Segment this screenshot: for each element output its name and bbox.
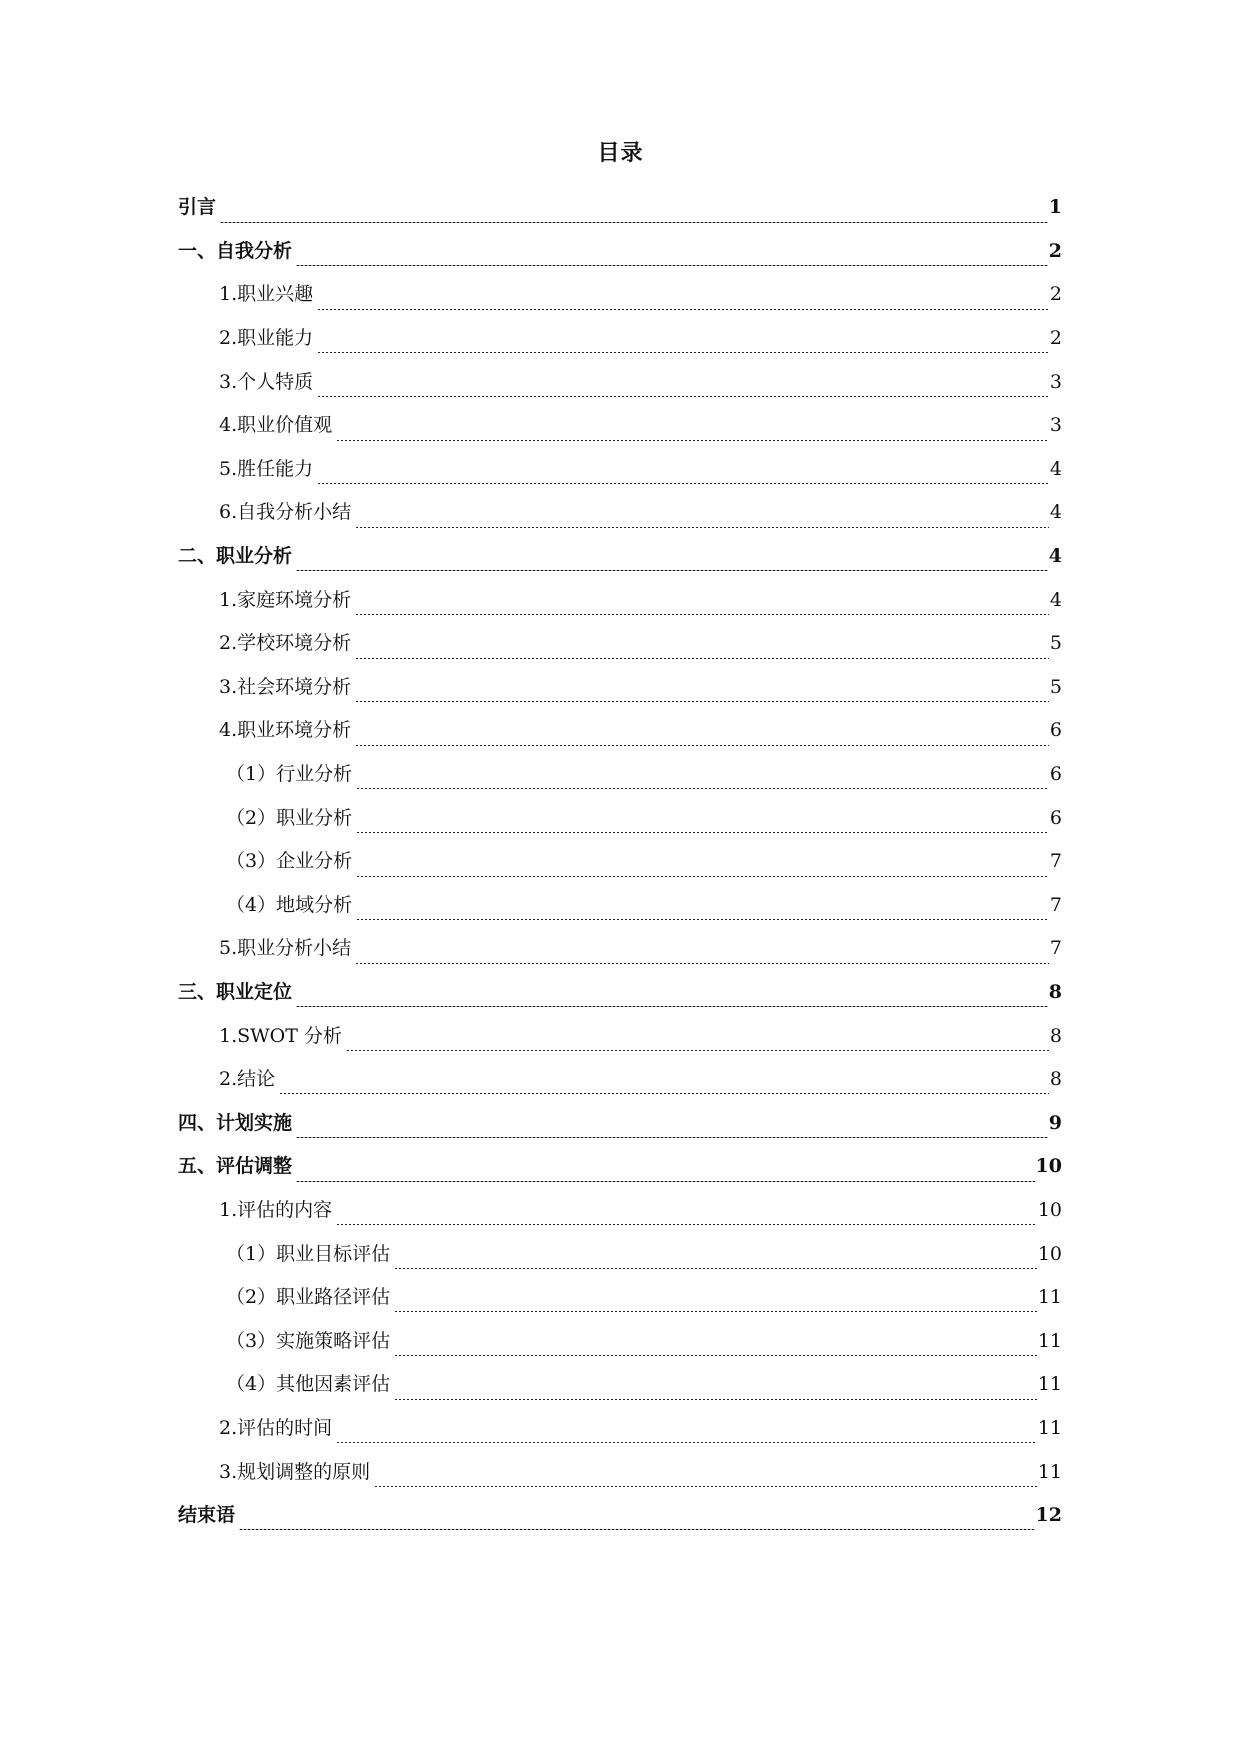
toc-entry-label: （4）地域分析: [226, 893, 353, 916]
toc-entry-label: （2）职业路径评估: [226, 1286, 391, 1309]
dot-leader: [296, 1137, 1048, 1138]
toc-entry[interactable]: [178, 491, 1062, 535]
toc-entry-page-number: 6: [1049, 806, 1062, 829]
toc-entry-page-number: 8: [1049, 1024, 1062, 1047]
toc-entry[interactable]: [178, 360, 1062, 404]
toc-entry[interactable]: [178, 578, 1062, 622]
toc-entry-page-number: 5: [1049, 632, 1062, 655]
toc-entry-label: 1.职业兴趣: [219, 283, 314, 306]
toc-entry[interactable]: [178, 1450, 1062, 1494]
toc-entry[interactable]: [178, 622, 1062, 666]
dot-leader: [296, 265, 1048, 266]
toc-entry-page-number: 8: [1048, 980, 1062, 1003]
toc-entry[interactable]: [178, 840, 1062, 884]
toc-entry[interactable]: [178, 448, 1062, 492]
toc-entry-label: （4）其他因素评估: [226, 1373, 391, 1396]
toc-entry[interactable]: [178, 404, 1062, 448]
dot-leader: [394, 1399, 1037, 1400]
dot-leader: [355, 614, 1049, 615]
dot-leader: [355, 527, 1049, 528]
toc-entry-label: 2.职业能力: [219, 327, 314, 350]
toc-list: [178, 186, 1062, 1537]
toc-entry-label: 2.结论: [219, 1068, 276, 1091]
toc-entry-page-number: 12: [1035, 1504, 1062, 1527]
toc-entry-page-number: 11: [1037, 1373, 1062, 1396]
toc-entry-label: 1.家庭环境分析: [219, 588, 352, 611]
toc-entry-page-number: 4: [1049, 501, 1062, 524]
toc-entry-label: （2）职业分析: [226, 806, 353, 829]
toc-entry[interactable]: [178, 1101, 1062, 1145]
dot-leader: [317, 483, 1049, 484]
dot-leader: [239, 1529, 1035, 1530]
toc-entry-page-number: 10: [1037, 1198, 1062, 1221]
dot-leader: [279, 1093, 1049, 1094]
dot-leader: [317, 352, 1049, 353]
toc-entry[interactable]: [178, 884, 1062, 928]
toc-entry-page-number: 10: [1035, 1155, 1062, 1178]
toc-entry-label: （1）行业分析: [226, 763, 353, 786]
dot-leader: [220, 222, 1048, 223]
toc-entry[interactable]: [178, 753, 1062, 797]
toc-entry-page-number: 9: [1048, 1111, 1062, 1134]
toc-entry-page-number: 3: [1049, 414, 1062, 437]
dot-leader: [296, 570, 1048, 571]
toc-entry-label: 3.社会环境分析: [219, 675, 352, 698]
dot-leader: [356, 919, 1049, 920]
dot-leader: [356, 832, 1049, 833]
toc-entry-page-number: 2: [1049, 283, 1062, 306]
toc-entry-label: 1.评估的内容: [219, 1198, 333, 1221]
toc-entry-page-number: 11: [1037, 1329, 1062, 1352]
toc-entry-page-number: 8: [1049, 1068, 1062, 1091]
toc-entry-page-number: 10: [1037, 1242, 1062, 1265]
toc-entry[interactable]: [178, 535, 1062, 579]
toc-entry-page-number: 7: [1049, 937, 1062, 960]
toc-entry[interactable]: [178, 927, 1062, 971]
toc-entry-label: 4.职业环境分析: [219, 719, 352, 742]
dot-leader: [336, 440, 1049, 441]
toc-entry-page-number: 2: [1048, 239, 1062, 262]
dot-leader: [394, 1311, 1037, 1312]
toc-entry-label: 4.职业价值观: [219, 414, 333, 437]
dot-leader: [374, 1486, 1037, 1487]
toc-entry[interactable]: [178, 273, 1062, 317]
toc-entry-label: 5.胜任能力: [219, 457, 314, 480]
toc-entry-label: 2.学校环境分析: [219, 632, 352, 655]
dot-leader: [394, 1268, 1037, 1269]
toc-entry-page-number: 3: [1049, 370, 1062, 393]
toc-entry-label: 一、自我分析: [178, 239, 293, 262]
toc-entry-label: 5.职业分析小结: [219, 937, 352, 960]
toc-entry[interactable]: [178, 1058, 1062, 1102]
dot-leader: [336, 1224, 1037, 1225]
dot-leader: [355, 963, 1049, 964]
toc-entry[interactable]: [178, 1363, 1062, 1407]
toc-entry[interactable]: [178, 1319, 1062, 1363]
dot-leader: [346, 1050, 1049, 1051]
toc-entry[interactable]: [178, 1276, 1062, 1320]
dot-leader: [296, 1181, 1035, 1182]
toc-entry-page-number: 7: [1049, 893, 1062, 916]
toc-title: 目录: [597, 140, 644, 166]
toc-entry-label: （3）企业分析: [226, 850, 353, 873]
dot-leader: [355, 658, 1049, 659]
toc-entry[interactable]: [178, 317, 1062, 361]
toc-entry[interactable]: [178, 1407, 1062, 1451]
toc-entry[interactable]: [178, 971, 1062, 1015]
toc-entry[interactable]: [178, 1232, 1062, 1276]
toc-entry-page-number: 11: [1037, 1416, 1062, 1439]
toc-entry-label: 6.自我分析小结: [219, 501, 352, 524]
dot-leader: [356, 788, 1049, 789]
dot-leader: [356, 876, 1049, 877]
toc-entry-page-number: 4: [1048, 545, 1062, 568]
toc-entry-page-number: 4: [1049, 457, 1062, 480]
toc-entry[interactable]: [178, 666, 1062, 710]
toc-entry-page-number: 4: [1049, 588, 1062, 611]
toc-entry-label: 三、职业定位: [178, 980, 293, 1003]
toc-entry-label: 3.规划调整的原则: [219, 1460, 371, 1483]
dot-leader: [355, 745, 1049, 746]
toc-entry[interactable]: [178, 1145, 1062, 1189]
toc-entry-page-number: 6: [1049, 719, 1062, 742]
toc-entry-label: （3）实施策略评估: [226, 1329, 391, 1352]
toc-entry[interactable]: [178, 1494, 1062, 1538]
dot-leader: [355, 701, 1049, 702]
toc-entry-label: 五、评估调整: [178, 1155, 293, 1178]
toc-entry-page-number: 11: [1037, 1286, 1062, 1309]
toc-entry-label: （1）职业目标评估: [226, 1242, 391, 1265]
toc-entry-label: 四、计划实施: [178, 1111, 293, 1134]
dot-leader: [394, 1355, 1037, 1356]
dot-leader: [336, 1442, 1037, 1443]
toc-entry[interactable]: [178, 230, 1062, 274]
dot-leader: [317, 309, 1049, 310]
dot-leader: [317, 396, 1049, 397]
toc-entry-label: 1.SWOT 分析: [219, 1024, 342, 1047]
toc-entry[interactable]: [178, 796, 1062, 840]
toc-entry-page-number: 7: [1049, 850, 1062, 873]
toc-entry[interactable]: [178, 186, 1062, 230]
toc-entry-page-number: 1: [1048, 196, 1062, 219]
toc-entry-label: 二、职业分析: [178, 545, 293, 568]
toc-entry-label: 结束语: [178, 1504, 236, 1527]
toc-entry-page-number: 2: [1049, 327, 1062, 350]
toc-entry[interactable]: [178, 1189, 1062, 1233]
toc-entry-page-number: 11: [1037, 1460, 1062, 1483]
toc-entry-page-number: 5: [1049, 675, 1062, 698]
toc-entry-label: 2.评估的时间: [219, 1416, 333, 1439]
toc-entry[interactable]: [178, 709, 1062, 753]
toc-entry-label: 3.个人特质: [219, 370, 314, 393]
toc-entry-page-number: 6: [1049, 763, 1062, 786]
toc-entry[interactable]: [178, 1014, 1062, 1058]
dot-leader: [296, 1006, 1048, 1007]
toc-entry-label: 引言: [178, 196, 217, 219]
